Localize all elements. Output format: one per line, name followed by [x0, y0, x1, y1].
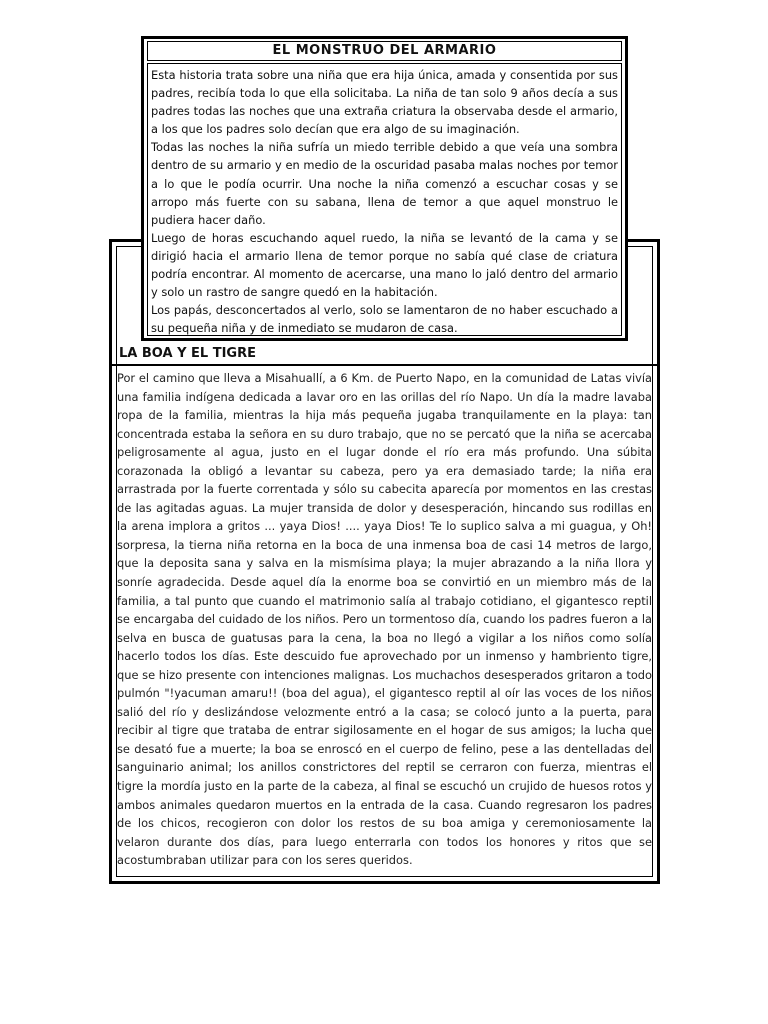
- story2-divider: [110, 364, 659, 366]
- story1-body: [151, 66, 618, 337]
- story2-paragraph: Por el camino que lleva a Misahuallí, a 6 Km. de Puerto Napo, en la comunidad de Latas vivía una familia indígena dedicada a lavar oro en las orillas del río Napo. Un día la madre lavaba ropa de la familia, mientras la hija más pequeña jugaba tranquilamente en la playa: tan concentrada estaba la señora en su duro trabajo, que no se percató que la niña se acercaba peligrosamente al agua, justo en el lugar donde el río era más profundo. Una súbita corazonada la obligó a levantar su cabeza, pero ya era demasiado tarde; la niña era arrastrada por la fuerte correntada y sólo su cabecita aparecía por momentos en las crestas de las agitadas aguas. La mujer transida de dolor y desesperación, hincando sus rodillas en la arena implora a gritos ... yaya Dios! .... yaya Dios! Te lo suplico salva a mi guagua, y Oh! sorpresa, la tierna niña retorna en la boca de una inmensa boa de casi 14 metros de largo, que la deposita sana y salva en la mismísima playa; la mujer abrazando a la niña llora y sonríe agradecida. Desde aquel día la enorme boa se convirtió en un miembro más de la familia, a tal punto que cuando el matrimonio salía al trabajo cotidiano, el gigantesco reptil se encargaba del cuidado de los niños. Pero un tormentoso día, cuando los padres fueron a la selva en busca de guatusas para la cena, la boa no llegó a vigilar a los niños como solía hacerlo todos los días. Este descuido fue aprovechado por un inmenso y hambriento tigre, que se hizo presente con intenciones malignas. Los muchachos desesperados gritaron a todo pulmón "!yacuman amaru!! (boa del agua), el gigantesco reptil al oír las voces de los niños salió del río y deslizándose velozmente entró a la casa; se colocó junto a la puerta, para recibir al tigre que trataba de entrar sigilosamente en el hogar de sus amigos; la lucha que se desató fue a muerte; la boa se enroscó en el cuerpo de felino, pese a las dentelladas del sanguinario animal; los anillos constrictores del reptil se cerraron con fuerza, mientras el tigre la mordía justo en la parte de la cabeza, al final se escuchó un crujido de huesos rotos y ambos animales quedaron muertos en la entrada de la casa. Cuando regresaron los padres de los chicos, recogieron con dolor los restos de su boa amiga y ceremoniosamente la velaron durante dos días, para luego enterrarla con todos los honores y ritos que se acostumbraban utilizar para con los seres queridos.: [117, 371, 652, 868]
- story1-paragraph-2: Todas las noches la niña sufría un miedo terrible debido a que veía una sombra dentro de su armario y en medio de la oscuridad pasaba malas noches por temor a lo que le podía ocurrir. Una noche la niña comenzó a escuchar cosas y se arropo más fuerte con su sabana, llena de temor a que aquel monstruo le pudiera hacer daño.: [151, 140, 618, 227]
- story1-title: EL MONSTRUO DEL ARMARIO: [147, 41, 622, 61]
- story2-body: [117, 369, 652, 870]
- story1-paragraph-4: Los papás, desconcertados al verlo, solo se lamentaron de no haber escuchado a su pequeña niña y de inmediato se mudaron de casa.: [151, 303, 618, 336]
- story1-paragraph-3: Luego de horas escuchando aquel ruedo, la niña se levantó de la cama y se dirigió hacia el armario llena de temor porque no sabía qué clase de criatura podría encontrar. Al momento de acercarse, una mano lo jaló dentro del armario y solo un rastro de sangre quedó en la habitación.: [151, 230, 618, 300]
- story2-title: LA BOA Y EL TIGRE: [117, 344, 654, 365]
- story1-paragraph-1: Esta historia trata sobre una niña que era hija única, amada y consentida por sus padres, recibía toda lo que ella solicitaba. La niña de tan solo 9 años decía a sus padres todas las noches que una extraña criatura la observaba desde el armario, a los que los padres solo decían que era algo de su imaginación.: [151, 68, 618, 137]
